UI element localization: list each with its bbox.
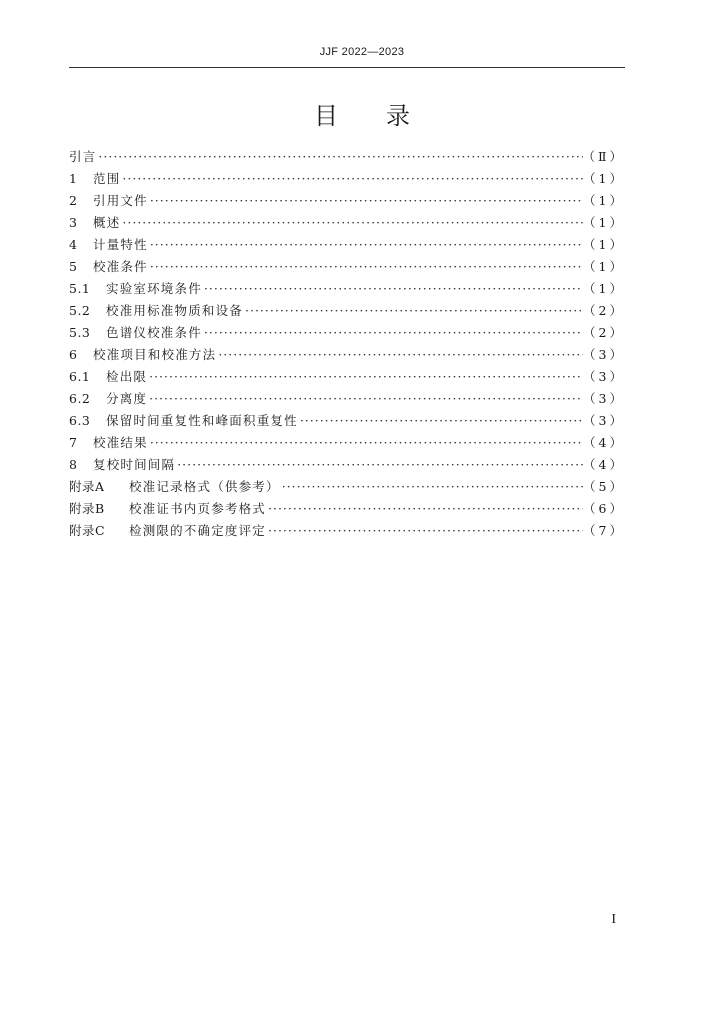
toc-entry-6[interactable] [69, 344, 625, 366]
toc-entry-number: 附录B [69, 501, 105, 516]
toc-leader-dots [148, 190, 583, 212]
toc-entry-5-2[interactable] [69, 300, 625, 322]
toc-leader-dots [120, 212, 583, 234]
toc-title-char-2: 录 [386, 102, 410, 130]
toc-entry-label: 校准证书内页参考格式 [129, 501, 267, 516]
toc-entry-appendix-c[interactable] [69, 520, 625, 542]
toc-leader-dots [120, 168, 583, 190]
toc-entry-number: 1 [69, 171, 78, 186]
toc-entry-number: 附录A [69, 479, 105, 494]
toc-leader-dots [148, 432, 583, 454]
toc-entry-number: 附录C [69, 523, 106, 538]
toc-leader-dots [243, 300, 583, 322]
toc-entry-number: 6.2 [69, 391, 91, 406]
toc-entry-page: （1） [583, 237, 625, 252]
toc-leader-dots [266, 498, 583, 520]
toc-leader-dots [298, 410, 583, 432]
toc-entry-page: （4） [583, 435, 625, 450]
toc-entry-label: 检测限的不确定度评定 [129, 523, 267, 538]
toc-leader-dots [216, 344, 583, 366]
document-code: JJF 2022—2023 [319, 46, 405, 58]
toc-entry-label: 检出限 [106, 369, 148, 384]
toc-leader-dots [148, 256, 583, 278]
toc-entry-label: 校准结果 [93, 435, 148, 450]
toc-entry-page: （1） [583, 193, 625, 208]
toc-entry-number: 5.2 [69, 303, 91, 318]
toc-entry-number: 4 [69, 237, 78, 252]
toc-entry-page: （7） [583, 523, 625, 538]
toc-entry-label: 保留时间重复性和峰面积重复性 [106, 413, 298, 428]
toc-entry-4[interactable] [69, 234, 625, 256]
toc-entry-3[interactable] [69, 212, 625, 234]
toc-entry-page: （5） [583, 479, 625, 494]
toc-entry-label: 实验室环境条件 [106, 281, 202, 296]
header-divider [69, 67, 625, 68]
toc-entry-number: 7 [69, 435, 78, 450]
toc-entry-page: （1） [583, 215, 625, 230]
toc-entry-number: 2 [69, 193, 78, 208]
toc-title-char-1: 目 [314, 102, 338, 130]
toc-entry-1[interactable] [69, 168, 625, 190]
toc-entry-page: （3） [583, 347, 625, 362]
toc-entry-5[interactable] [69, 256, 625, 278]
toc-entry-6-1[interactable] [69, 366, 625, 388]
toc-entry-number: 5 [69, 259, 78, 274]
toc-leader-dots [266, 520, 583, 542]
toc-leader-dots [202, 322, 583, 344]
toc-entry-label: 概述 [93, 215, 121, 230]
toc-entry-page: （1） [583, 171, 625, 186]
toc-entry-number: 8 [69, 457, 78, 472]
toc-entry-page: （1） [583, 281, 625, 296]
toc-entry-label: 校准用标准物质和设备 [106, 303, 244, 318]
toc-entry-label: 校准条件 [93, 259, 148, 274]
toc-leader-dots [148, 234, 583, 256]
toc-leader-dots [280, 476, 583, 498]
toc-entry-appendix-b[interactable] [69, 498, 625, 520]
toc-entry-label: 范围 [93, 171, 121, 186]
toc-entry-appendix-a[interactable] [69, 476, 625, 498]
toc-list [69, 146, 625, 542]
page-number: I [611, 912, 616, 927]
toc-leader-dots [202, 278, 583, 300]
toc-entry-8[interactable] [69, 454, 625, 476]
toc-entry-label: 引言 [69, 149, 97, 164]
toc-entry-page: （2） [583, 303, 625, 318]
toc-entry-page: （6） [583, 501, 625, 516]
toc-entry-label: 复校时间间隔 [93, 457, 176, 472]
toc-entry-6-2[interactable] [69, 388, 625, 410]
toc-leader-dots [96, 146, 582, 168]
toc-entry-label: 校准项目和校准方法 [93, 347, 217, 362]
toc-entry-page: （1） [583, 259, 625, 274]
toc-entry-label: 分离度 [106, 391, 148, 406]
toc-entry-5-3[interactable] [69, 322, 625, 344]
toc-entry-label: 色谱仪校准条件 [106, 325, 202, 340]
toc-entry-7[interactable] [69, 432, 625, 454]
toc-entry-2[interactable] [69, 190, 625, 212]
toc-entry-intro[interactable] [69, 146, 625, 168]
toc-entry-5-1[interactable] [69, 278, 625, 300]
toc-entry-number: 6 [69, 347, 78, 362]
toc-leader-dots [147, 366, 583, 388]
toc-entry-page: （2） [583, 325, 625, 340]
toc-entry-label: 校准记录格式（供参考） [129, 479, 280, 494]
toc-leader-dots [175, 454, 583, 476]
toc-entry-label: 引用文件 [93, 193, 148, 208]
toc-entry-number: 3 [69, 215, 78, 230]
toc-entry-number: 6.1 [69, 369, 91, 384]
toc-leader-dots [147, 388, 583, 410]
toc-entry-page: （Ⅱ） [582, 149, 625, 164]
toc-entry-page: （3） [583, 369, 625, 384]
toc-entry-number: 6.3 [69, 413, 91, 428]
toc-entry-label: 计量特性 [93, 237, 148, 252]
toc-title [0, 96, 724, 131]
toc-entry-6-3[interactable] [69, 410, 625, 432]
toc-entry-page: （3） [583, 391, 625, 406]
toc-entry-number: 5.1 [69, 281, 91, 296]
toc-entry-page: （4） [583, 457, 625, 472]
toc-entry-page: （3） [583, 413, 625, 428]
toc-entry-number: 5.3 [69, 325, 91, 340]
